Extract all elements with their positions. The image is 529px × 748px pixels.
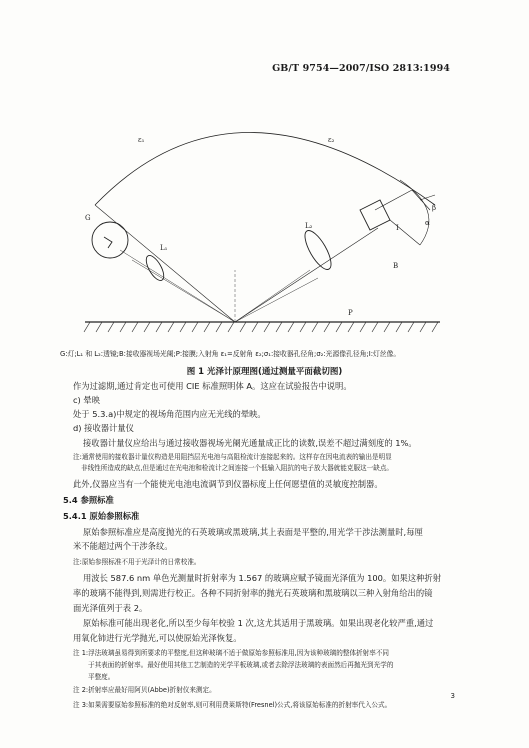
text-line: 5.4 参照标准 xyxy=(63,495,114,505)
text-line: 接收器计量仪应给出与通过接收器视场光阑光通量成正比的读数,误差不超过满刻度的 1%。 xyxy=(83,438,417,448)
text-line: 5.4.1 原始参照标准 xyxy=(63,511,140,521)
figure-title: 图 1 光泽计原理图(通过测量平面截切图) xyxy=(186,367,343,377)
text-line: 非线性所造成的缺点,但是通过在光电池和检流计之间连接一个低输入阻抗的电子放大器就能克服这一缺点。 xyxy=(81,464,394,472)
text-line: d) 接收器计量仪 xyxy=(73,423,134,433)
text-line: 注:通常使用的接收器计量仪构造是用阻挡层光电池与高阻检流计连接起来的。这样存在因电流表的输出是明显 xyxy=(73,453,392,461)
gloss-meter-diagram xyxy=(60,110,470,350)
text-line: 处于 5.3.a)中规定的视场角范围内应无光线的晕映。 xyxy=(73,409,266,419)
text-line: 原始参照标准应是高度抛光的石英玻璃或黑玻璃,其上表面是平整的,用光学干涉法测量时,每厘 xyxy=(83,527,423,537)
text-line: 注:原始参照标准不用于光泽计的日常校准。 xyxy=(73,558,201,566)
figure-legend: G:灯;L₁ 和 L₂:透镜;B:接收器视场光阑;P:接膜;入射角 ε₁=反射角 ε₂;σ₁:接收器孔径角;σ₂:光源像孔径角;I:灯丝像。 xyxy=(60,350,401,358)
label-b: B xyxy=(393,262,399,270)
label-l1: L₁ xyxy=(160,244,168,252)
standard-number: GB/T 9754—2007/ISO 2813:1994 xyxy=(272,63,450,74)
label-p: P xyxy=(348,309,353,317)
text-line: 原始标准可能出现老化,所以至少每年校验 1 次,这尤其适用于黑玻璃。如果出现老化较严重,通过 xyxy=(83,618,434,628)
text-line: 面光泽值列于表 2。 xyxy=(73,603,148,613)
text-line: 作为过滤期,通过肯定也可使用 CIE 标准照明体 A。这应在试验报告中说明。 xyxy=(73,381,352,391)
label-alpha: α xyxy=(425,219,430,227)
text-line: 米不能超过两个干涉条纹。 xyxy=(73,541,173,551)
text-line: 率的玻璃不能得到,则需进行校正。各种不同折射率的抛光石英玻璃和黑玻璃以三种入射角给出的镜 xyxy=(73,588,433,598)
text-line: c) 晕映 xyxy=(73,395,101,405)
label-eps1: ε₁ xyxy=(138,136,145,144)
label-eps2: ε₂ xyxy=(328,136,335,144)
text-line: 注 2:折射率应最好用阿贝(Abbe)折射仪来测定。 xyxy=(73,686,216,694)
text-line: 此外,仪器应当有一个能使光电池电流调节到仪器标度上任何愿望值的灵敏度控制器。 xyxy=(73,479,383,489)
text-line: 注 1:浮法玻璃虽易得到所要求的平整度,但这种玻璃不适于做原始参照标准用,因为该种玻璃的整体折射率不同 xyxy=(73,649,390,657)
text-line: 用波长 587.6 nm 单色光测量时折射率为 1.567 的玻璃应赋予镜面光泽值为 100。如果这种折射 xyxy=(83,573,442,583)
text-line: 用氧化铈进行光学抛光,可以使原始光泽恢复。 xyxy=(73,633,242,643)
label-i: I xyxy=(396,224,399,232)
label-beta: β xyxy=(432,204,437,212)
page-number: 3 xyxy=(450,692,455,700)
text-line: 注 3:如果需要原始参照标准的绝对反射率,则可利用费莱斯特(Fresnel)公式,将该原始标准的折射率代入公式。 xyxy=(73,701,392,709)
label-g: G xyxy=(85,214,91,222)
text-line: 于其表面的折射率。最好使用其他工艺制造的光学平板玻璃,或者去除浮法玻璃的表面然后再抛光到光学的 xyxy=(88,661,394,669)
text-line: 平整度。 xyxy=(88,673,115,681)
label-l2: L₂ xyxy=(305,222,313,230)
